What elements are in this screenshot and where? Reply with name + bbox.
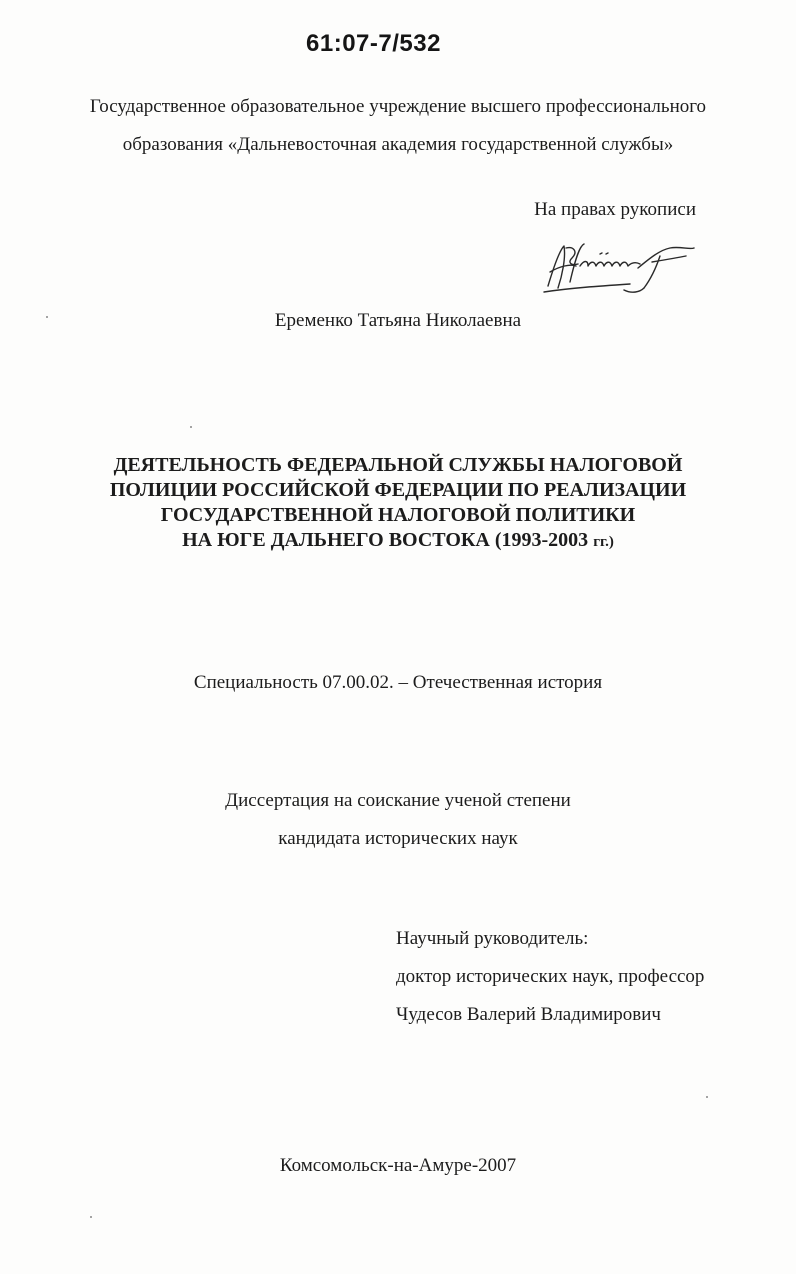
supervisor-name: Чудесов Валерий Владимирович <box>396 1004 661 1025</box>
institution-line-1: Государственное образовательное учреждение высшего профессионального <box>89 96 707 117</box>
signature-icon <box>540 236 700 296</box>
institution-name <box>40 88 756 164</box>
title-line-4-suffix: гг.) <box>593 534 614 550</box>
dissertation-degree <box>0 782 796 858</box>
institution-line-2: образования «Дальневосточная академия государственной службы» <box>122 134 674 155</box>
city-and-year: Комсомольск-на-Амуре-2007 <box>279 1155 517 1176</box>
title-line-2: ПОЛИЦИИ РОССИЙСКОЙ ФЕДЕРАЦИИ ПО РЕАЛИЗАЦИИ <box>109 479 687 501</box>
scientific-supervisor <box>396 920 704 1034</box>
degree-line-2: кандидата исторических наук <box>278 828 518 849</box>
title-line-1: ДЕЯТЕЛЬНОСТЬ ФЕДЕРАЛЬНОЙ СЛУЖБЫ НАЛОГОВОЙ <box>113 454 683 476</box>
title-line-4-main: НА ЮГЕ ДАЛЬНЕГО ВОСТОКА (1993-2003 <box>182 529 594 551</box>
scan-speck <box>90 1216 92 1218</box>
specialty: Специальность 07.00.02. – Отечественная история <box>193 672 603 693</box>
supervisor-label: Научный руководитель: <box>396 928 589 949</box>
title-line-3: ГОСУДАРСТВЕННОЙ НАЛОГОВОЙ ПОЛИТИКИ <box>160 504 636 526</box>
scan-speck <box>706 1096 708 1098</box>
scan-speck <box>46 316 48 318</box>
scan-speck <box>190 426 192 428</box>
manuscript-rights-note: На правах рукописи <box>534 199 696 220</box>
title-line-4 <box>60 528 736 555</box>
archive-stamp-code: 61:07-7/532 <box>306 30 441 57</box>
degree-line-1: Диссертация на соискание ученой степени <box>225 790 571 811</box>
author-name: Еременко Татьяна Николаевна <box>274 310 522 331</box>
dissertation-title <box>60 453 736 555</box>
supervisor-degree: доктор исторических наук, профессор <box>396 966 705 987</box>
